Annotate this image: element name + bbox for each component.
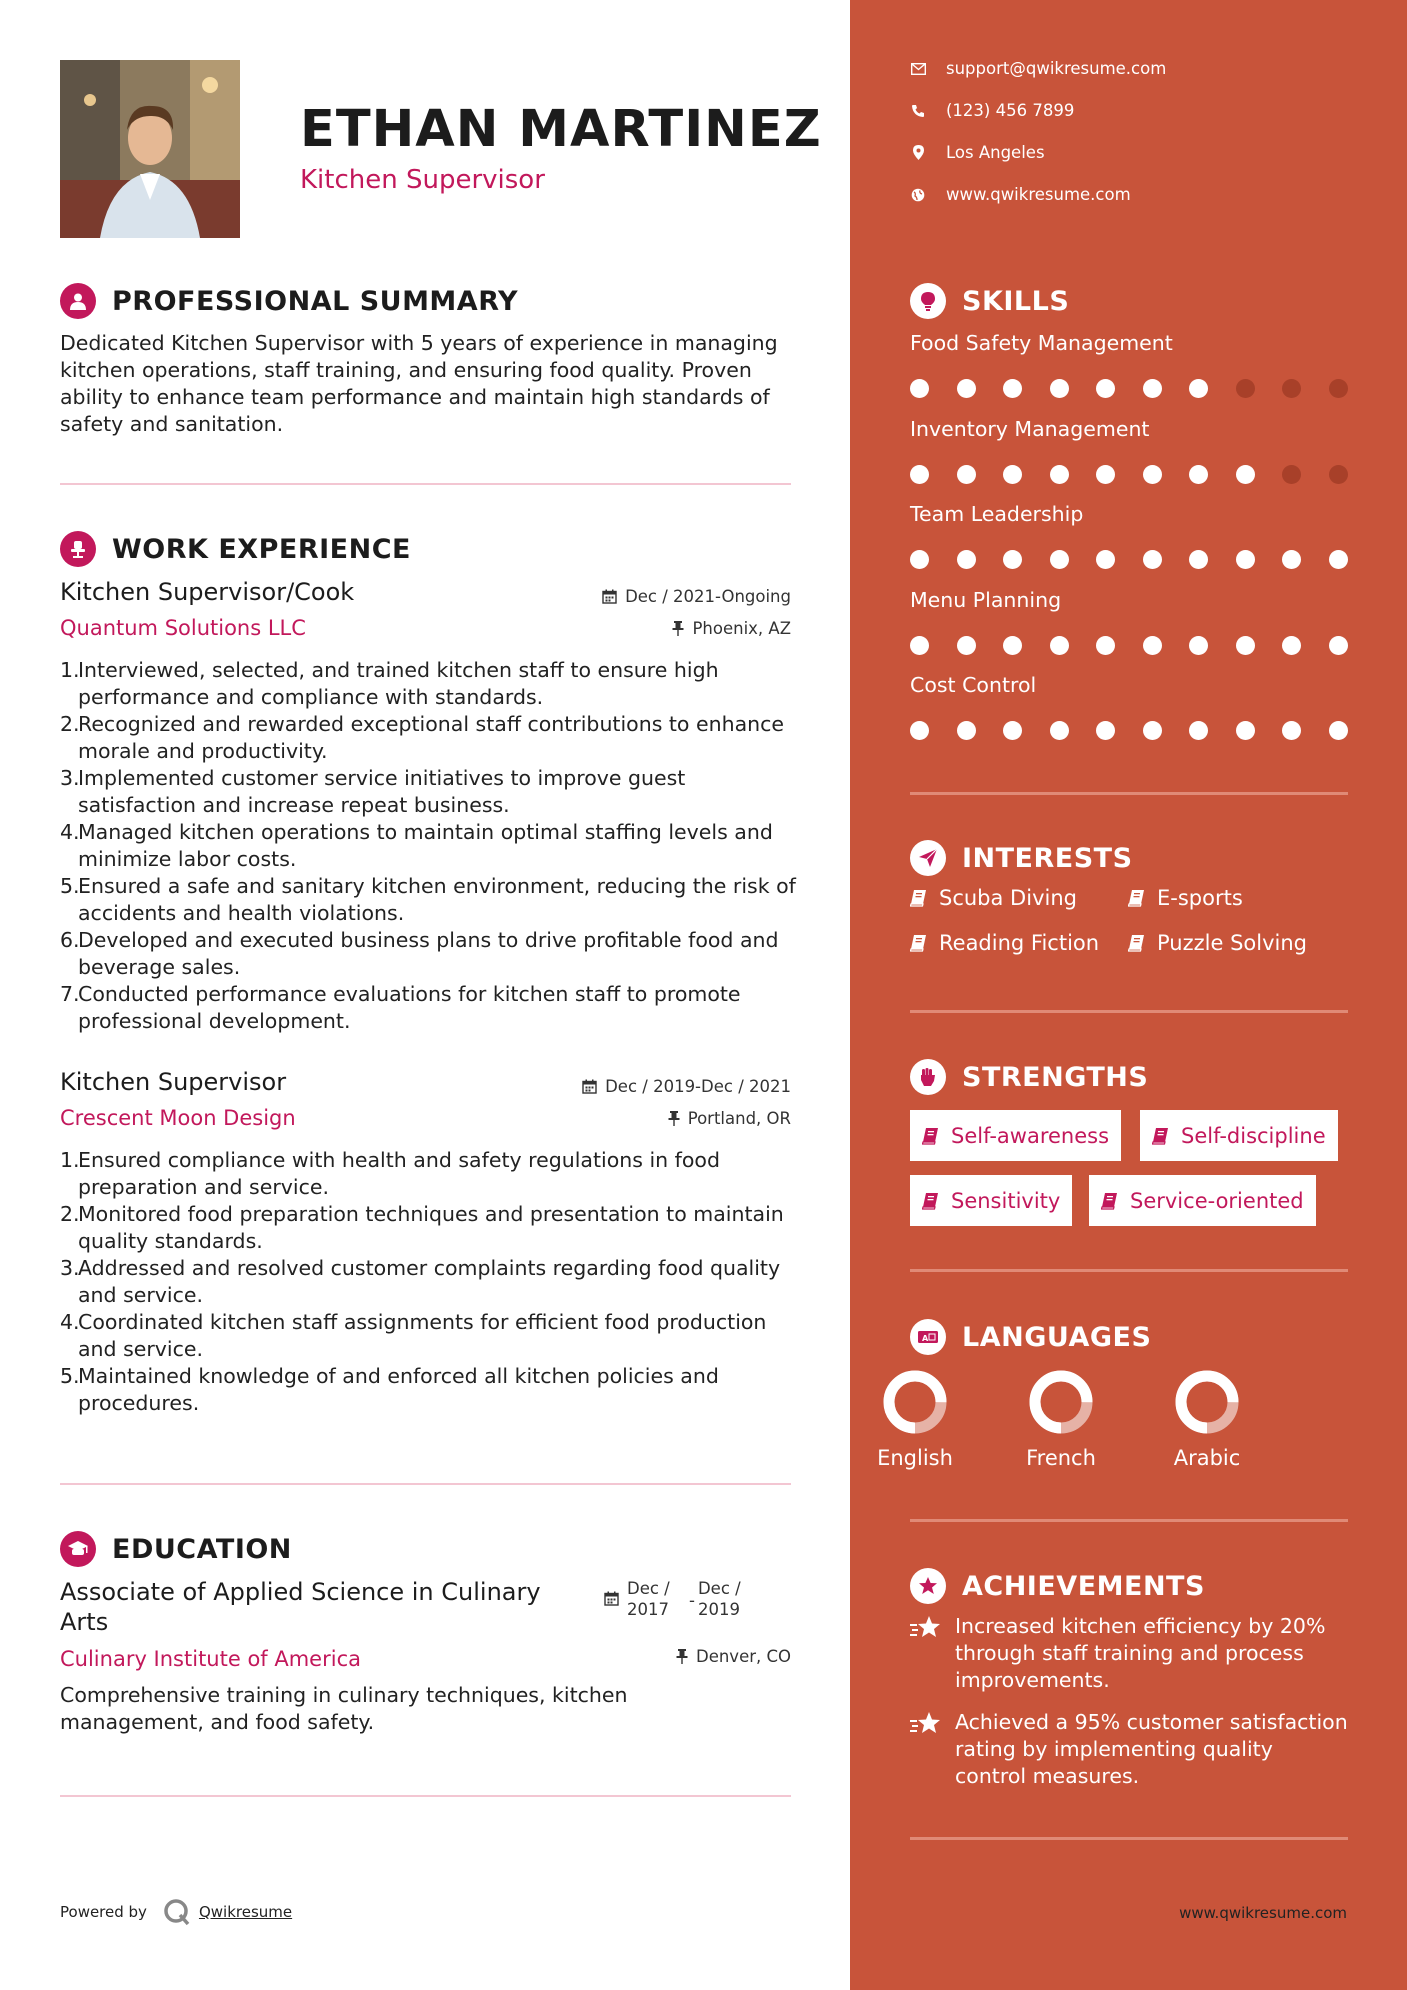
qwikresume-logo-icon (163, 1898, 191, 1926)
list-number: 2. (60, 1202, 80, 1226)
skill-rating (910, 550, 1375, 569)
languages-title: LANGUAGES (962, 1321, 1152, 1353)
job-location-text: Phoenix, AZ (692, 619, 791, 638)
rating-dot (1096, 550, 1115, 569)
language-name: English (877, 1446, 953, 1470)
strength-tag (1140, 1110, 1338, 1161)
rating-dot (1050, 379, 1069, 398)
rating-dot (1096, 379, 1115, 398)
list-item (60, 1309, 800, 1363)
list-number: 4. (60, 1310, 80, 1334)
education-location (471, 1647, 791, 1666)
rating-dot (1189, 465, 1208, 484)
rating-dot (1329, 379, 1348, 398)
paper-plane-icon (910, 840, 946, 876)
pin-icon (676, 1649, 688, 1664)
company-name: Crescent Moon Design (60, 1106, 296, 1130)
profile-photo (60, 60, 240, 238)
contact-email (910, 59, 1166, 78)
star-trophy-icon (910, 1709, 944, 1790)
list-number: 3. (60, 1256, 80, 1280)
list-number: 1. (60, 658, 80, 682)
edu-start-month: Dec / (627, 1579, 670, 1598)
list-number: 1. (60, 1148, 80, 1172)
rating-dot (1282, 636, 1301, 655)
rating-dot (1282, 379, 1301, 398)
strengths-heading (910, 1059, 1148, 1095)
skill-name: Food Safety Management (910, 331, 1173, 355)
pin-icon (668, 1111, 680, 1126)
list-item (60, 657, 800, 711)
list-text: Implemented customer service initiatives to improve guest satisfaction and increase repeat business. (78, 766, 686, 817)
list-item (60, 1363, 800, 1417)
rating-dot (1096, 721, 1115, 740)
list-item (60, 765, 800, 819)
skill-rating (910, 721, 1375, 740)
education-heading (60, 1531, 292, 1567)
interest-label: E-sports (1157, 886, 1243, 910)
list-number: 4. (60, 820, 80, 844)
language-item (850, 1370, 980, 1470)
sidebar (850, 0, 1407, 1990)
list-item (60, 981, 800, 1035)
job-dates (471, 587, 791, 606)
summary-text: Dedicated Kitchen Supervisor with 5 years of experience in managing kitchen operations, staff training, and ensuring food quality. Proven ability to enhance team performance and maintain high standards of safety and sanitation. (60, 331, 778, 436)
list-text: Conducted performance evaluations for kitchen staff to promote professional development. (78, 982, 741, 1033)
skill-name: Team Leadership (910, 502, 1084, 526)
rating-dot (1096, 465, 1115, 484)
rating-dot (1189, 550, 1208, 569)
rating-dot (1189, 636, 1208, 655)
list-text: Developed and executed business plans to drive profitable food and beverage sales. (78, 928, 779, 979)
star-badge-icon (910, 1568, 946, 1604)
languages-heading (910, 1319, 1151, 1355)
achievement-item (910, 1613, 1350, 1694)
edu-end-year: 2019 (697, 1600, 740, 1619)
divider (910, 1010, 1348, 1013)
rating-dot (1096, 636, 1115, 655)
rating-dot (1329, 721, 1348, 740)
interest-item (910, 886, 1077, 910)
experience-title: WORK EXPERIENCE (112, 533, 411, 565)
powered-by-label: Powered by (60, 1903, 147, 1921)
interest-item (1128, 886, 1243, 910)
list-text: Ensured a safe and sanitary kitchen environment, reducing the risk of accidents and health violations. (78, 874, 796, 925)
rating-dot (1236, 550, 1255, 569)
qwikresume-link[interactable]: Qwikresume (198, 1903, 293, 1921)
interest-item (910, 931, 1099, 955)
interest-label: Puzzle Solving (1157, 931, 1307, 955)
education-location-text: Denver, CO (695, 1647, 791, 1666)
contact-location (910, 143, 1045, 162)
skill-name: Cost Control (910, 673, 1037, 697)
language-proficiency-ring (1029, 1370, 1093, 1434)
rating-dot (1236, 379, 1255, 398)
strength-label: Sensitivity (951, 1188, 1061, 1213)
strength-tag (1089, 1175, 1316, 1226)
interests-heading (910, 840, 1133, 876)
experience-heading (60, 531, 411, 567)
book-icon (910, 934, 927, 952)
book-icon (910, 889, 927, 907)
contact-website (910, 185, 1131, 204)
strength-tag (910, 1110, 1121, 1161)
rating-dot (910, 721, 929, 740)
user-icon (60, 283, 96, 319)
calendar-icon (604, 1591, 619, 1606)
chair-icon (60, 531, 96, 567)
achievements-title: ACHIEVEMENTS (962, 1570, 1205, 1602)
rating-dot (957, 550, 976, 569)
skill-name: Inventory Management (910, 416, 1150, 441)
list-number: 6. (60, 928, 80, 952)
divider (910, 1519, 1348, 1522)
rating-dot (1282, 550, 1301, 569)
phone-text: (123) 456 7899 (946, 101, 1075, 120)
rating-dot (1189, 379, 1208, 398)
language-icon (910, 1319, 946, 1355)
rating-dot (1143, 550, 1162, 569)
skill-rating (910, 379, 1375, 398)
interest-label: Reading Fiction (939, 931, 1100, 955)
job-dates-text: Dec / 2021-Ongoing (625, 587, 791, 606)
rating-dot (1050, 636, 1069, 655)
job-title: Kitchen Supervisor/Cook (60, 578, 355, 606)
book-icon (1128, 889, 1145, 907)
rating-dot (1143, 379, 1162, 398)
education-title: EDUCATION (112, 1533, 292, 1565)
location-text: Los Angeles (946, 143, 1045, 162)
interest-label: Scuba Diving (939, 886, 1077, 910)
rating-dot (1003, 636, 1022, 655)
rating-dot (957, 465, 976, 484)
job-duties-list (60, 1147, 800, 1417)
list-text: Interviewed, selected, and trained kitchen staff to ensure high performance and compliance with standards. (78, 658, 719, 709)
list-number: 2. (60, 712, 80, 736)
list-text: Maintained knowledge of and enforced all kitchen policies and procedures. (78, 1364, 719, 1415)
degree-line-1: Associate of Applied Science in Culinary (60, 1578, 541, 1606)
interests-title: INTERESTS (962, 842, 1133, 874)
book-icon (1101, 1192, 1118, 1210)
language-item (1142, 1370, 1272, 1470)
list-item (60, 927, 800, 981)
job-location-text: Portland, OR (687, 1109, 791, 1128)
edu-end-month: Dec / (697, 1579, 741, 1598)
rating-dot (1003, 721, 1022, 740)
skill-rating (910, 465, 1375, 484)
language-name: French (1026, 1446, 1096, 1470)
rating-dot (1143, 636, 1162, 655)
footer-website[interactable]: www.qwikresume.com (1179, 1904, 1347, 1922)
achievement-text: Achieved a 95% customer satisfaction rating by implementing quality control measures. (955, 1710, 1348, 1788)
job-duties-list (60, 657, 800, 1035)
edu-start-year: 2017 (627, 1600, 669, 1619)
candidate-name: ETHAN MARTINEZ (300, 100, 822, 159)
calendar-icon (602, 589, 617, 604)
divider (910, 792, 1348, 795)
rating-dot (910, 550, 929, 569)
website-text[interactable]: www.qwikresume.com (946, 185, 1131, 204)
strengths-title: STRENGTHS (962, 1061, 1149, 1093)
interest-item (1128, 931, 1307, 955)
divider (910, 1269, 1348, 1272)
rating-dot (1329, 550, 1348, 569)
rating-dot (1236, 465, 1255, 484)
degree-line-2: Arts (60, 1608, 109, 1636)
list-number: 3. (60, 766, 80, 790)
job-title: Kitchen Supervisor (60, 1068, 287, 1096)
footer-powered-by (60, 1898, 292, 1926)
book-icon (922, 1127, 939, 1145)
language-name: Arabic (1173, 1446, 1241, 1470)
list-item (60, 873, 800, 927)
strength-tag (910, 1175, 1072, 1226)
skill-rating (910, 636, 1375, 655)
rating-dot (1329, 636, 1348, 655)
skill-name: Menu Planning (910, 587, 1062, 612)
list-text: Ensured compliance with health and safety regulations in food preparation and service. (78, 1148, 720, 1199)
job-dates (471, 1077, 791, 1096)
list-text: Addressed and resolved customer complaints regarding food quality and service. (78, 1256, 781, 1307)
rating-dot (1143, 465, 1162, 484)
rating-dot (910, 379, 929, 398)
strength-label: Self-discipline (1181, 1123, 1326, 1148)
job-location (471, 619, 791, 638)
rating-dot (957, 636, 976, 655)
company-name: Quantum Solutions LLC (60, 616, 306, 640)
email-text[interactable]: support@qwikresume.com (946, 59, 1167, 78)
language-item (996, 1370, 1126, 1470)
divider (910, 1837, 1348, 1840)
date-separator: - (689, 1591, 695, 1610)
pin-icon (672, 621, 684, 636)
rating-dot (910, 636, 929, 655)
strength-label: Service-oriented (1130, 1188, 1304, 1213)
skills-title: SKILLS (962, 285, 1070, 317)
list-item (60, 819, 800, 873)
rating-dot (1189, 721, 1208, 740)
list-item (60, 1201, 800, 1255)
lightbulb-icon (910, 283, 946, 319)
rating-dot (1236, 636, 1255, 655)
summary-heading (60, 283, 518, 319)
divider (60, 1483, 791, 1485)
rating-dot (1282, 465, 1301, 484)
candidate-role: Kitchen Supervisor (300, 165, 545, 195)
rating-dot (1282, 721, 1301, 740)
achievement-item (910, 1709, 1350, 1790)
book-icon (1128, 934, 1145, 952)
calendar-icon (582, 1079, 597, 1094)
divider (60, 1795, 791, 1797)
divider (60, 483, 791, 485)
list-number: 7. (60, 982, 80, 1006)
rating-dot (1236, 721, 1255, 740)
rating-dot (957, 379, 976, 398)
envelope-icon (910, 61, 926, 77)
rating-dot (1003, 465, 1022, 484)
education-description: Comprehensive training in culinary techniques, kitchen management, and food safety. (60, 1683, 628, 1734)
language-proficiency-ring (1175, 1370, 1239, 1434)
list-text: Managed kitchen operations to maintain optimal staffing levels and minimize labor costs. (78, 820, 773, 871)
star-trophy-icon (910, 1613, 944, 1694)
phone-icon (910, 103, 926, 119)
rating-dot (1003, 379, 1022, 398)
svg-text:A: A (922, 1334, 929, 1343)
list-text: Monitored food preparation techniques and presentation to maintain quality standards. (78, 1202, 784, 1253)
job-location (471, 1109, 791, 1128)
list-text: Recognized and rewarded exceptional staff contributions to enhance morale and productivity. (78, 712, 785, 763)
book-icon (922, 1192, 939, 1210)
list-item (60, 1147, 800, 1201)
degree-title (60, 1577, 541, 1637)
rating-dot (957, 721, 976, 740)
achievement-text: Increased kitchen efficiency by 20% through staff training and process improvements. (955, 1614, 1326, 1692)
list-number: 5. (60, 874, 80, 898)
rating-dot (1143, 721, 1162, 740)
rating-dot (1050, 550, 1069, 569)
rating-dot (1003, 550, 1022, 569)
rating-dot (1329, 465, 1348, 484)
rating-dot (1050, 721, 1069, 740)
fist-icon (910, 1059, 946, 1095)
list-number: 5. (60, 1364, 80, 1388)
skills-heading (910, 283, 1069, 319)
school-name: Culinary Institute of America (60, 1647, 361, 1671)
achievements-heading (910, 1568, 1205, 1604)
job-dates-text: Dec / 2019-Dec / 2021 (605, 1077, 791, 1096)
list-item (60, 711, 800, 765)
summary-title: PROFESSIONAL SUMMARY (112, 285, 519, 317)
globe-icon (910, 187, 926, 203)
language-proficiency-ring (883, 1370, 947, 1434)
list-text: Coordinated kitchen staff assignments for efficient food production and service. (78, 1310, 767, 1361)
rating-dot (910, 465, 929, 484)
map-marker-icon (910, 145, 926, 161)
strength-label: Self-awareness (951, 1123, 1110, 1148)
rating-dot (1050, 465, 1069, 484)
education-dates (604, 1578, 741, 1620)
book-icon (1152, 1127, 1169, 1145)
list-item (60, 1255, 800, 1309)
contact-phone (910, 101, 1074, 120)
graduation-cap-icon (60, 1531, 96, 1567)
